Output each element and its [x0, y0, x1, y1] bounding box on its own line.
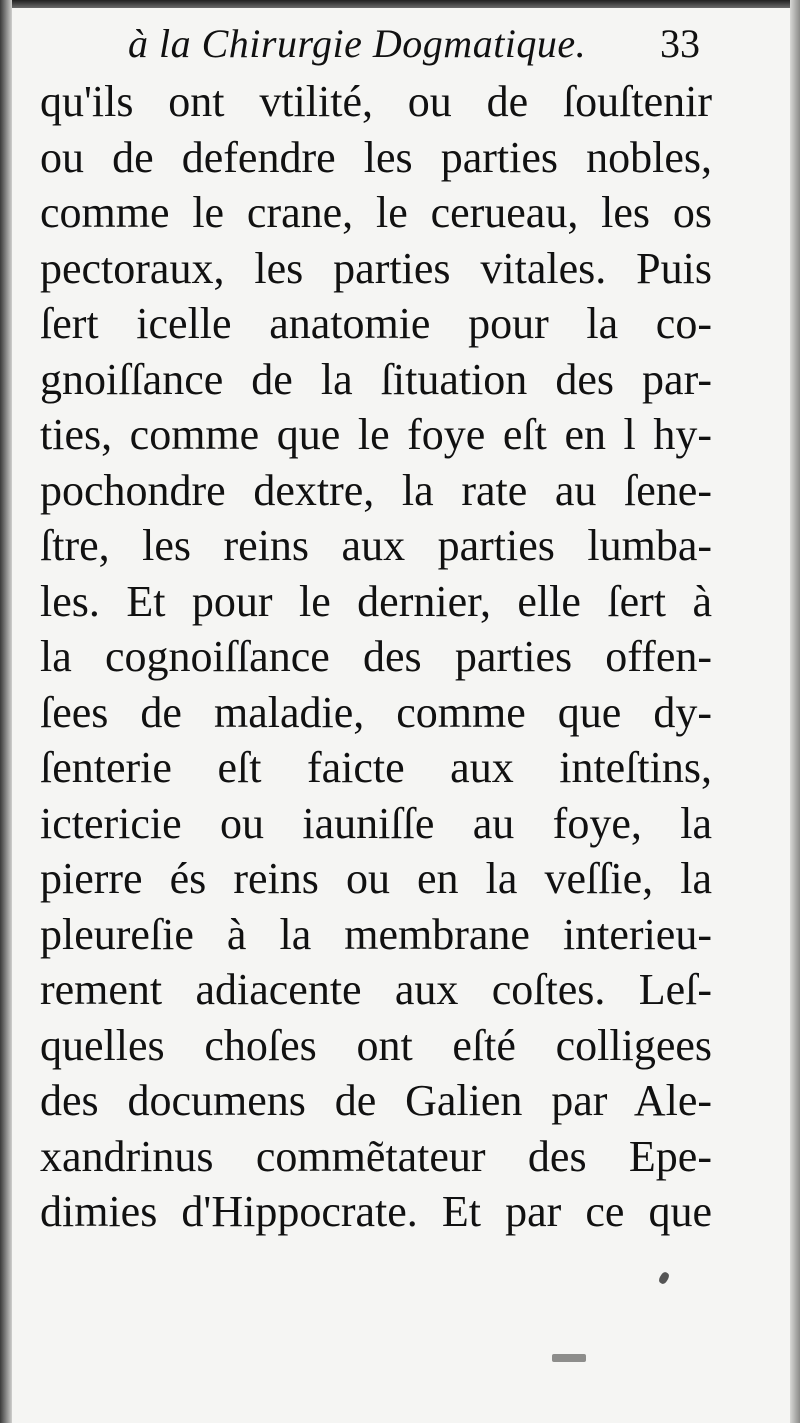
ink-speck	[658, 1271, 671, 1285]
text-line: comme le crane, le cerueau, les os	[40, 188, 712, 237]
text-line: des documens de Galien par Ale-	[40, 1076, 712, 1125]
page-top-shadow	[0, 0, 800, 8]
text-line: dimies d'Hippocrate. Et par ce que	[40, 1187, 712, 1236]
text-line: quelles choſes ont eſté colligees	[40, 1020, 712, 1070]
text-line: ſees de maladie, comme que dy-	[40, 687, 712, 737]
page-number: 33	[660, 21, 700, 66]
text-line: ou de defendre les parties nobles,	[40, 132, 712, 182]
ink-smudge	[552, 1354, 586, 1362]
text-line: les. Et pour le dernier, elle ſert à	[40, 576, 712, 626]
text-line: pectoraux, les parties vitales. Puis	[40, 243, 712, 293]
body-text	[40, 74, 712, 1240]
page-gutter-shadow	[0, 0, 12, 1423]
text-line: xandrinus commẽtateur des Epe-	[40, 1131, 712, 1181]
text-line: pleureſie à la membrane interieu-	[40, 909, 712, 959]
text-line: ictericie ou iauniſſe au foye, la	[40, 798, 712, 848]
text-line: ſert icelle anatomie pour la co-	[40, 299, 712, 348]
text-line: la cognoiſſance des parties offen-	[40, 632, 712, 681]
text-line: gnoiſſance de la ſituation des par-	[40, 354, 712, 404]
text-line: ſenterie eſt faicte aux inteſtins,	[40, 743, 712, 792]
running-head	[0, 14, 800, 74]
text-line: ſtre, les reins aux parties lumba-	[40, 521, 712, 570]
text-line: rement adiacente aux coſtes. Leſ-	[40, 965, 712, 1014]
text-line: pochondre dextre, la rate au ſene-	[40, 465, 712, 515]
text-line: ties, comme que le foye eſt en l hy-	[40, 410, 712, 459]
page-edge-shadow	[790, 0, 800, 1423]
running-title: à la Chirurgie Dogmatique.	[128, 21, 587, 66]
text-line: qu'ils ont vtilité, ou de ſouſtenir	[40, 77, 712, 126]
text-line: pierre és reins ou en la veſſie, la	[40, 854, 712, 903]
